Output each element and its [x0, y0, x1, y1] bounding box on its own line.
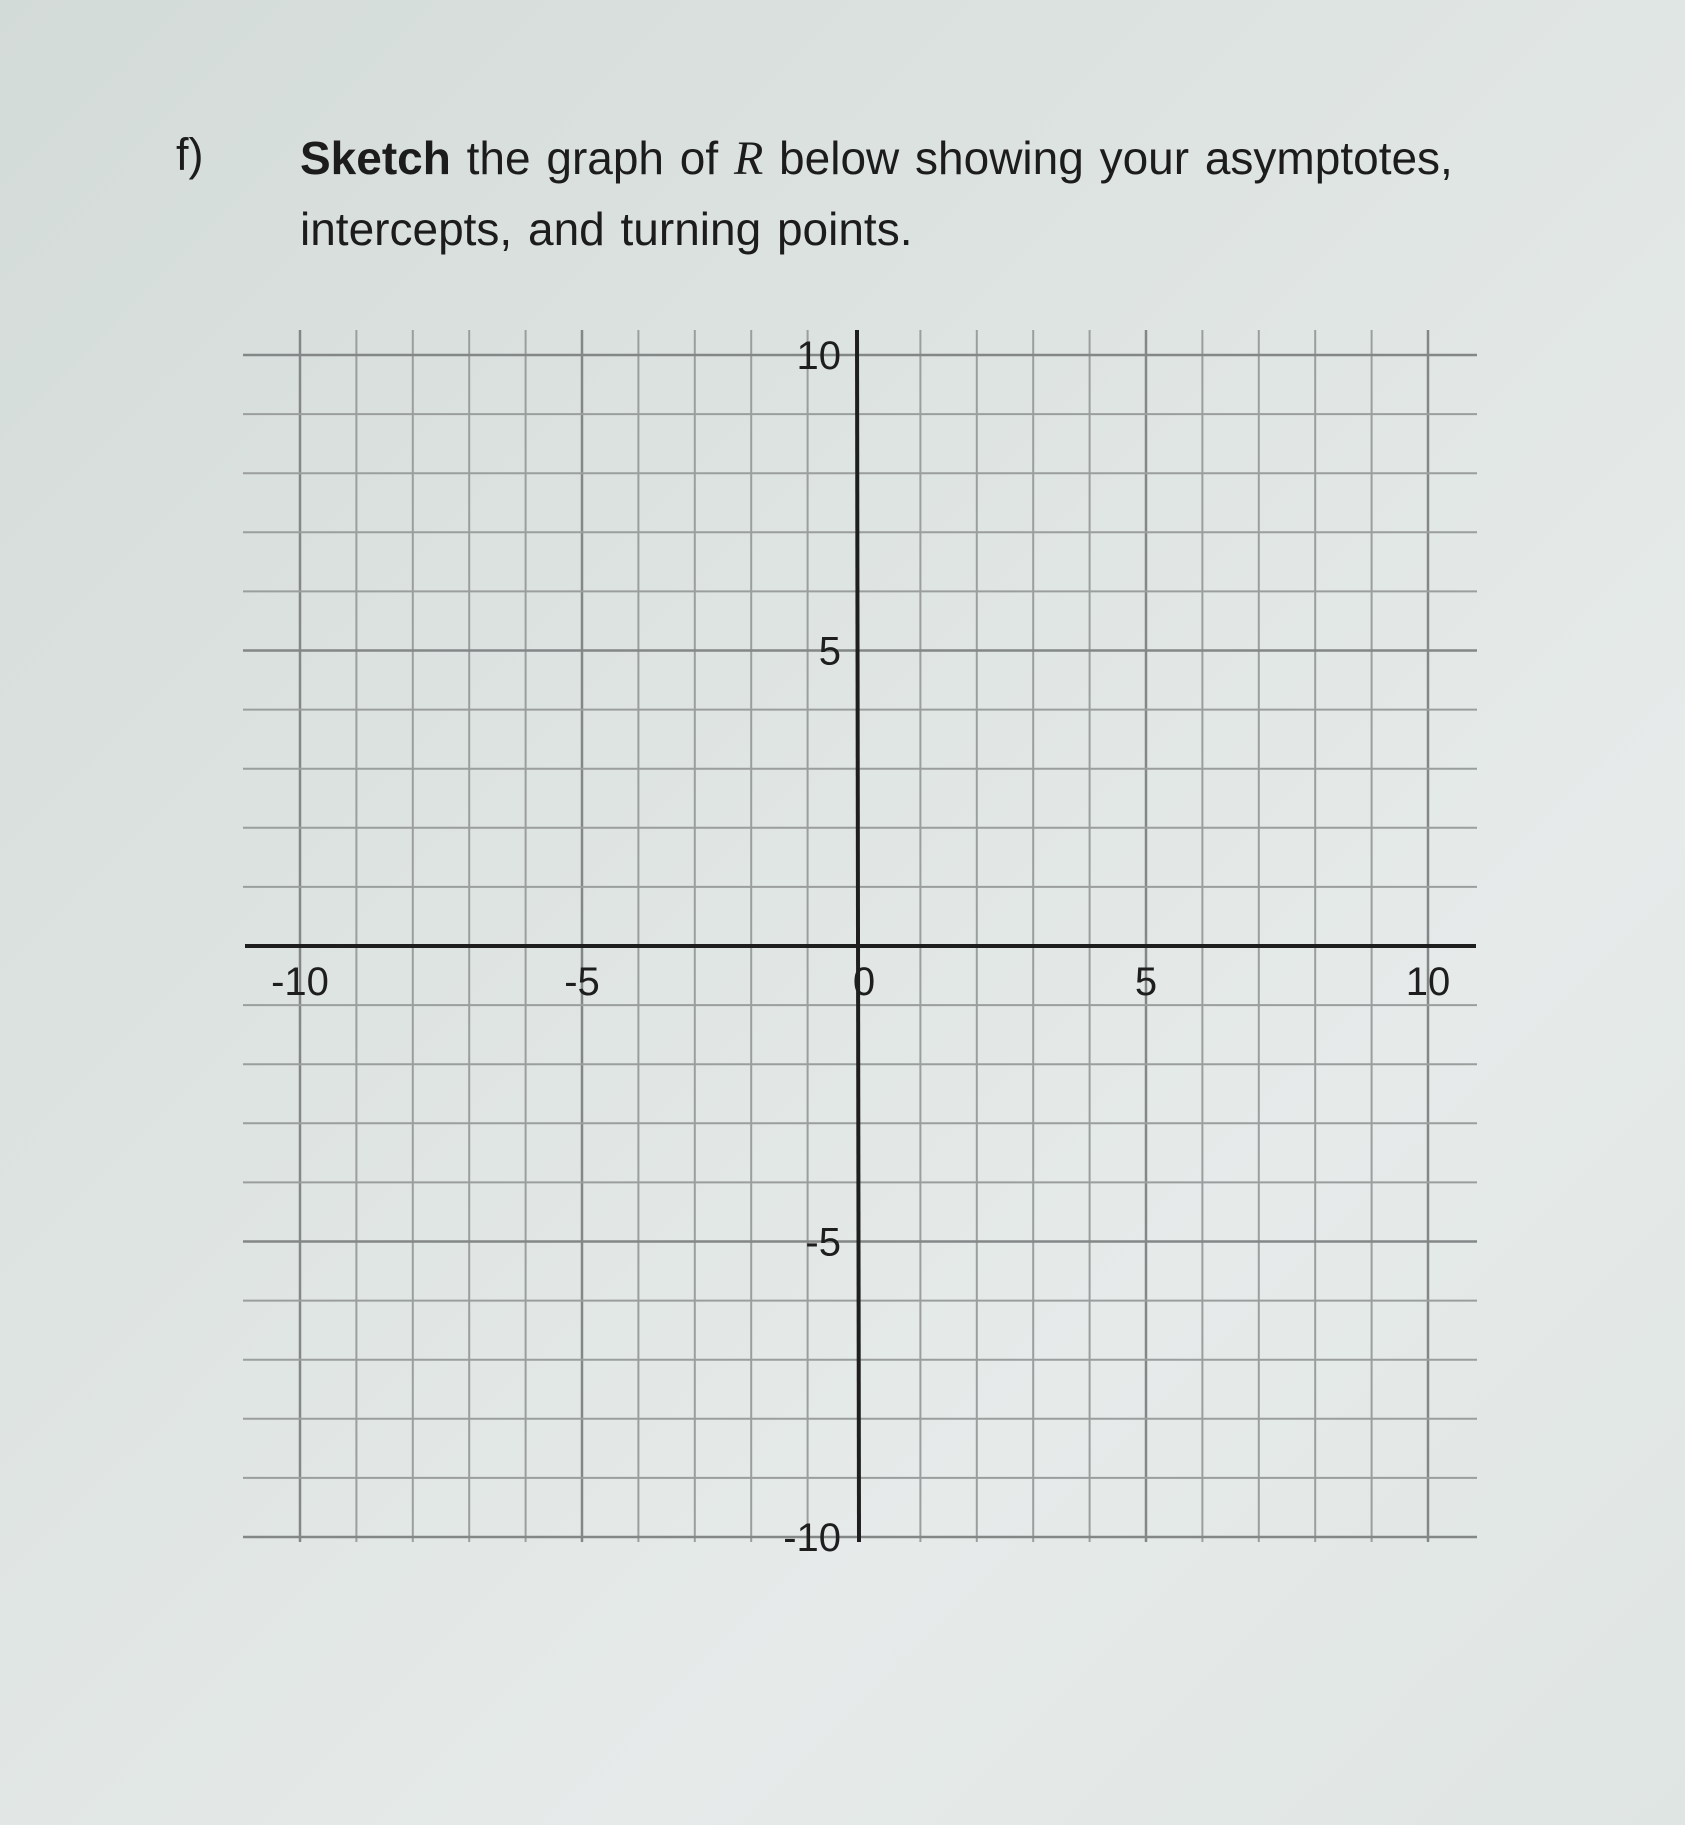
x-tick-label: 10 — [1405, 960, 1451, 1004]
y-tick-label: -5 — [805, 1220, 841, 1265]
question-label: f) — [176, 129, 204, 180]
y-tick-label: -10 — [783, 1516, 841, 1560]
question-keyword: Sketch — [300, 132, 451, 184]
y-tick-label: 10 — [796, 334, 841, 378]
x-tick-label: -10 — [271, 960, 329, 1004]
x-tick-label: 5 — [1134, 960, 1158, 1004]
x-tick-label: -5 — [564, 960, 600, 1004]
question-text-a: the graph of — [450, 132, 734, 184]
x-tick-label: 0 — [852, 960, 876, 1004]
function-variable: R — [733, 132, 764, 185]
question-text-line-2: intercepts, and turning points. — [300, 203, 913, 255]
y-tick-label: 5 — [818, 629, 841, 674]
question-text-b: below showing your asymptotes, — [763, 132, 1453, 184]
y-axis — [857, 330, 859, 1542]
